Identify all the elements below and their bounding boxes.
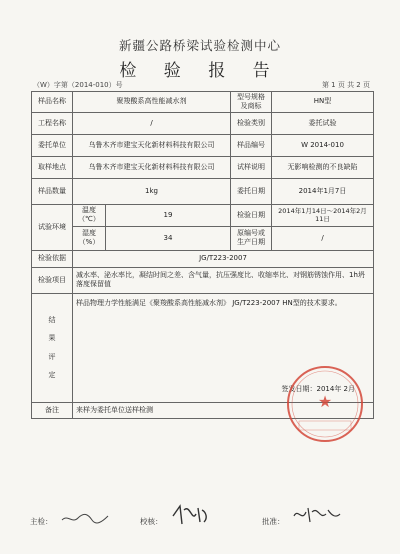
quantity-label: 样品数量 bbox=[32, 178, 73, 204]
chief-inspector-label: 主检： bbox=[30, 517, 53, 526]
report-title: 检 验 报 告 bbox=[119, 61, 281, 81]
page-number: 第 1 页 共 2 页 bbox=[321, 81, 370, 89]
project-name-label: 工程名称 bbox=[32, 112, 73, 134]
temperature-label: 温度（℃） bbox=[73, 204, 106, 226]
sample-name-value: 聚羧酸系高性能减水剂 bbox=[73, 92, 231, 113]
conclusion-label bbox=[32, 293, 73, 402]
conclusion-label-char: 评 bbox=[48, 352, 56, 361]
items-value: 减水率、泌水率比，凝结时间之差、含气量，抗压强度比、收缩率比、对钢筋锈蚀作用、1h坍落度保留值 bbox=[73, 267, 374, 293]
issue-date-value: 2014年 2月 bbox=[316, 384, 355, 393]
items-label: 检验项目 bbox=[32, 267, 73, 293]
svg-text:★: ★ bbox=[317, 392, 333, 411]
test-category-value: 委托试验 bbox=[272, 112, 374, 134]
basis-value: JG/T223-2007 bbox=[73, 250, 374, 267]
model-value: HN型 bbox=[272, 92, 374, 113]
condition-label: 试样说明 bbox=[231, 156, 272, 178]
test-date-label: 检验日期 bbox=[231, 204, 272, 226]
humidity-value: 34 bbox=[106, 226, 231, 250]
approver-label: 批准： bbox=[262, 517, 285, 526]
sample-name-label: 样品名称 bbox=[32, 92, 73, 113]
conclusion-label-char: 定 bbox=[48, 370, 56, 379]
project-name-value: / bbox=[73, 112, 231, 134]
remark-value: 来样为委托单位送样检测 bbox=[73, 402, 374, 418]
conclusion-label-char: 果 bbox=[48, 334, 56, 343]
client-value: 乌鲁木齐市建宝天化新材料科技有限公司 bbox=[73, 134, 231, 156]
humidity-label: 湿度（%） bbox=[73, 226, 106, 250]
sampling-label: 取样地点 bbox=[32, 156, 73, 178]
sampling-value: 乌鲁木齐市建宝天化新材料科技有限公司 bbox=[73, 156, 231, 178]
origin-value: / bbox=[272, 226, 374, 250]
organization-name: 新疆公路桥梁试验检测中心 bbox=[118, 38, 281, 53]
reviewer bbox=[140, 516, 163, 527]
chief-inspector-signature bbox=[60, 508, 110, 528]
chief-inspector bbox=[30, 516, 53, 527]
reviewer-signature bbox=[170, 502, 210, 528]
approver-signature bbox=[292, 502, 342, 526]
document-number: （W）字第（2014-010）号 bbox=[33, 81, 123, 89]
remark-label: 备注 bbox=[32, 402, 73, 418]
test-date-value: 2014年1月14日～2014年2月11日 bbox=[272, 204, 374, 226]
environment-label: 试验环境 bbox=[32, 204, 73, 250]
reviewer-label: 校核： bbox=[140, 517, 163, 526]
delivery-date-label: 委托日期 bbox=[231, 178, 272, 204]
delivery-date-value: 2014年1月7日 bbox=[272, 178, 374, 204]
official-seal bbox=[285, 364, 365, 444]
quantity-value: 1kg bbox=[73, 178, 231, 204]
approver bbox=[262, 516, 285, 527]
client-label: 委托单位 bbox=[32, 134, 73, 156]
condition-value: 无影响检测的不良缺陷 bbox=[272, 156, 374, 178]
basis-label: 检验依据 bbox=[32, 250, 73, 267]
conclusion-text: 样品物理力学性能满足《聚羧酸系高性能减水剂》 JG/T223-2007 HN型的技术要求。 bbox=[76, 298, 342, 307]
issue-date-label: 签发日期： bbox=[281, 384, 317, 393]
test-category-label: 检验类别 bbox=[231, 112, 272, 134]
origin-label: 原编号或生产日期 bbox=[231, 226, 272, 250]
conclusion-label-char: 结 bbox=[48, 316, 56, 325]
model-label: 型号规格及商标 bbox=[231, 92, 272, 113]
temperature-value: 19 bbox=[106, 204, 231, 226]
sample-no-label: 样品编号 bbox=[231, 134, 272, 156]
sample-no-value: W 2014-010 bbox=[272, 134, 374, 156]
